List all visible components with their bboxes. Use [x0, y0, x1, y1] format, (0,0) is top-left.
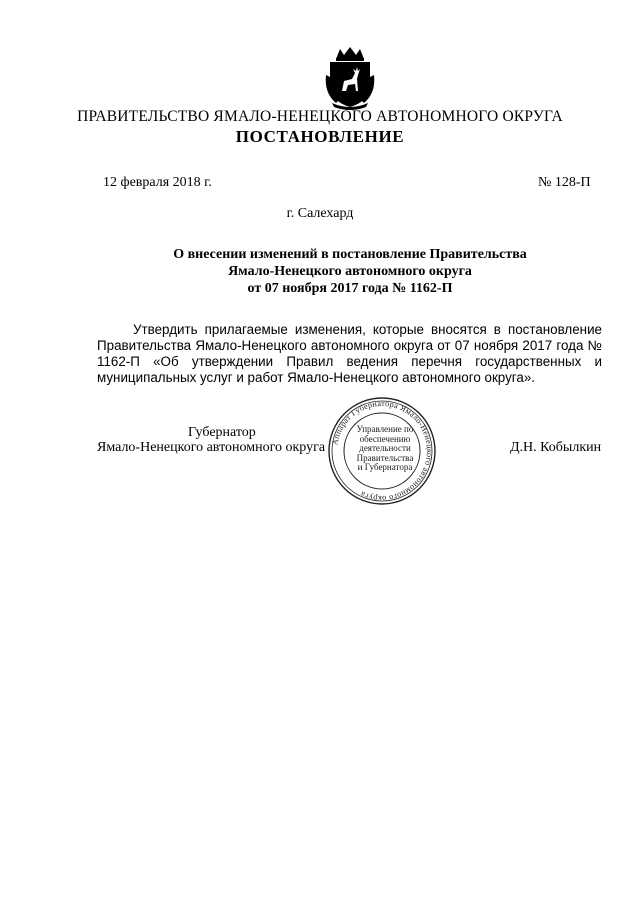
stamp-center-text [349, 425, 421, 473]
stamp-center-line: и Губернатора [357, 462, 413, 472]
document-number: № 128-П [538, 175, 591, 190]
document-city: г. Салехард [286, 206, 354, 221]
stamp-center-line: Правительства [356, 452, 414, 463]
subject-line: Ямало-Ненецкого автономного округа [228, 264, 472, 279]
signer-position-title: Губернатор [188, 425, 256, 440]
signer-name: Д.Н. Кобылкин [510, 440, 602, 455]
subject-line: от 07 ноября 2017 года № 1162-П [247, 281, 453, 296]
signer-position-region: Ямало-Ненецкого автономного округа [97, 440, 326, 455]
stamp-ring-text: Аппарат Губернатора Ямало-Ненецкого автономного округа [330, 398, 435, 504]
coat-of-arms-icon [322, 45, 378, 111]
stamp-center-line: обеспечению [359, 433, 411, 444]
stamp-center-line: деятельности [359, 443, 411, 453]
body-paragraph: Утвердить прилагаемые изменения, которые вносятся в постановление Правительства Ямало-Ненецкого автономного округа от 07 ноября 2017 года № 1162-П «Об утверждении Правил ведения перечня государственных и муниципальных услуг и работ Ямало-Ненецкого автономного округа». [97, 322, 602, 385]
stamp-center-line: Управление по [356, 424, 414, 434]
government-title: ПРАВИТЕЛЬСТВО ЯМАЛО-НЕНЕЦКОГО АВТОНОМНОГО ОКРУГА [77, 108, 563, 125]
subject-line: О внесении изменений в постановление Правительства [173, 247, 527, 262]
document-subject [100, 246, 600, 297]
document-type-heading: ПОСТАНОВЛЕНИЕ [235, 127, 405, 146]
document-date: 12 февраля 2018 г. [103, 175, 212, 190]
